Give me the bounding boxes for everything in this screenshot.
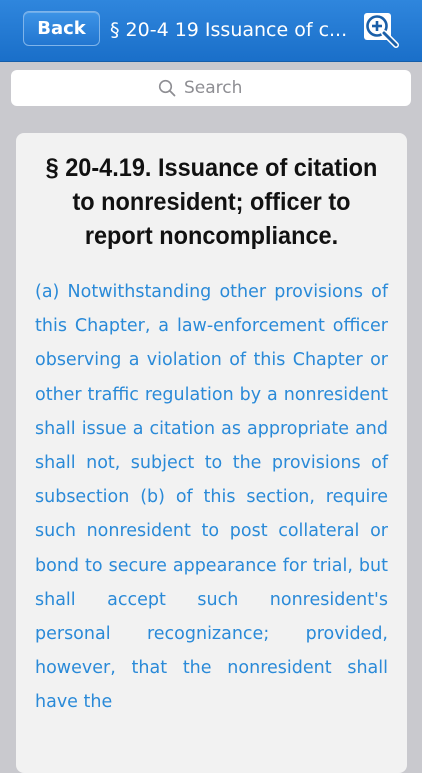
search-field[interactable] [11, 70, 411, 106]
back-button[interactable]: Back [23, 11, 100, 46]
section-content-card [16, 133, 407, 773]
zoom-button[interactable] [360, 10, 402, 50]
search-input[interactable] [184, 78, 264, 98]
search-icon [158, 79, 176, 97]
search-bar [0, 62, 422, 118]
section-text: (a) Notwithstanding other provisions of this Chapter, a law-enforcement officer observing a violation of this Chapter or other traffic regulation by a nonresident shall issue a citation as appropriate and shall not, subject to the provisions of subsection (b) of this section, require such nonresident to post collateral or bond to secure appearance for trial, but shall accept such nonresident's personal recognizance; provided, however, that the nonresident shall have the [35, 282, 388, 713]
navigation-bar [0, 0, 422, 62]
zoom-in-icon [360, 10, 402, 50]
page-title: § 20-4 19 Issuance of c... [110, 19, 348, 41]
section-heading: § 20-4.19. Issuance of citation to nonresident; officer to report noncompliance. [45, 154, 378, 250]
